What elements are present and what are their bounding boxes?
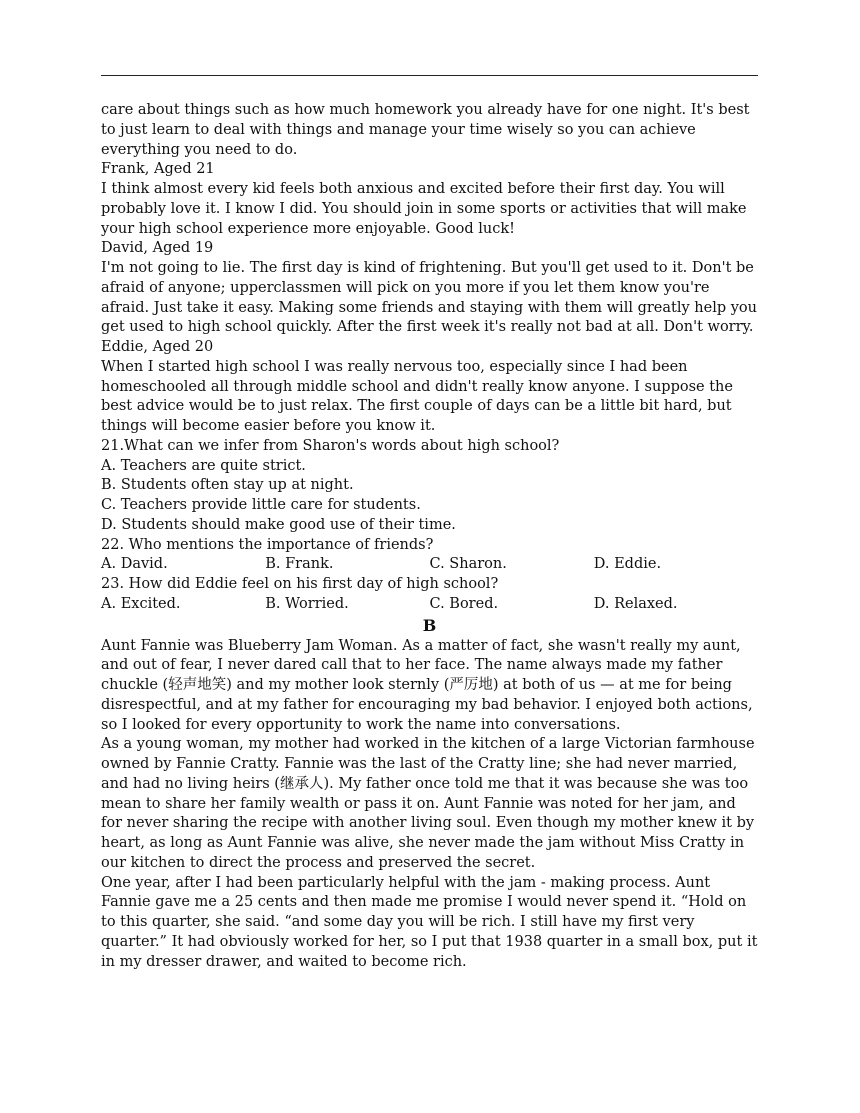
frank-text: I think almost every kid feels both anxious and excited before their first day. You will probably love it. I know I did. You should join in some sports or activities that will make your high school experience more enjoyable. Good luck!	[101, 181, 747, 237]
question-21-stem: 21.What can we infer from Sharon's words about high school?	[101, 437, 560, 454]
passage-a-intro-end: care about things such as how much homework you already have for one night. It's best to just learn to deal with things and manage your time wisely so you can achieve everything you need to do.	[101, 102, 750, 158]
question-22-option-b: B. Frank.	[265, 556, 334, 573]
section-b-paragraph-3: One year, after I had been particularly helpful with the jam - making process. Aunt Fannie gave me a 25 cents and then made me promise I would never spend it. “Hold on to this quarter, she said. “and some day you will be rich. I still have my first very quarter.” It had obviously worked for her, so I put that 1938 quarter in a small box, put it in my dresser drawer, and waited to become rich.	[101, 874, 758, 970]
question-23-option-b: B. Worried.	[265, 595, 349, 612]
frank-name: Frank, Aged 21	[101, 161, 215, 178]
david-text: I'm not going to lie. The first day is kind of frightening. But you'll get used to it. Don't be afraid of anyone; upperclassmen will pick on you more if you let them know you're afraid. Just take it easy. Making some friends and staying with them will greatly help you get used to high school quickly. After the first week it's really not bad at all. Don't worry.	[101, 260, 757, 336]
david-name: David, Aged 19	[101, 240, 214, 257]
question-22-options	[101, 555, 758, 575]
question-23-option-c: C. Bored.	[429, 595, 499, 612]
question-22-option-d: D. Eddie.	[593, 556, 662, 573]
section-b-title: B	[422, 615, 437, 635]
question-23-option-a: A. Excited.	[101, 595, 181, 612]
question-21-option-a: A. Teachers are quite strict.	[101, 457, 306, 474]
document-body	[101, 101, 758, 972]
question-22-option-a: A. David.	[101, 556, 168, 573]
question-21-option-b: B. Students often stay up at night.	[101, 477, 354, 494]
question-22-option-c: C. Sharon.	[429, 556, 507, 573]
question-23-options	[101, 595, 758, 615]
question-23-stem: 23. How did Eddie feel on his first day of high school?	[101, 576, 499, 592]
eddie-text: When I started high school I was really nervous too, especially since I had been homeschooled all through middle school and didn't really know anyone. I suppose the best advice would be to just relax. The first couple of days can be a little bit hard, but things will become easier before you know it.	[101, 358, 733, 434]
question-23-option-d: D. Relaxed.	[593, 595, 678, 612]
question-22-stem: 22. Who mentions the importance of friends?	[101, 536, 434, 553]
question-21-option-d: D. Students should make good use of their time.	[101, 516, 456, 533]
section-b-paragraph-2: As a young woman, my mother had worked in the kitchen of a large Victorian farmhouse owned by Fannie Cratty. Fannie was the last of the Cratty line; she had never married, and had no living heirs (继承人). My father once told me that it was because she was too mean to share her family wealth or pass it on. Aunt Fannie was noted for her jam, and for never sharing the recipe with another living soul. Even though my mother knew it by heart, as long as Aunt Fannie was alive, she never made the jam without Miss Cratty in our kitchen to direct the process and preserved the secret.	[101, 736, 755, 871]
question-21-option-c: C. Teachers provide little care for students.	[101, 497, 421, 513]
section-b-paragraph-1: Aunt Fannie was Blueberry Jam Woman. As a matter of fact, she wasn't really my aunt, and out of fear, I never dared call that to her face. The name always made my father chuckle (轻声地笑) and my mother look sternly (严厉地) at both of us — at me for being disrespectful, and at my father for encouraging my bad behavior. I enjoyed both actions, so I looked for every opportunity to work the name into conversations.	[101, 637, 753, 733]
header-rule	[101, 75, 758, 76]
eddie-name: Eddie, Aged 20	[101, 339, 214, 355]
